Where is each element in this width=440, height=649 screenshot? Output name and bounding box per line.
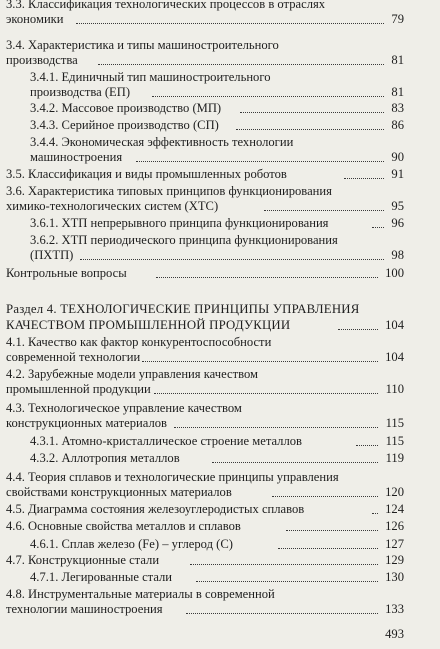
toc-entry [0,367,440,397]
toc-page-number: 129 [385,553,404,567]
toc-entry [0,184,440,214]
dot-leader [142,361,378,362]
toc-entry-title-cont: (ПХТП) [30,248,74,262]
toc-entry-title: 3.6.2. ХТП периодического принципа функционирования [30,233,338,247]
toc-page-number: 133 [385,602,404,616]
toc-entry [0,470,440,500]
toc-entry-title: 4.1. Качество как фактор конкурентоспособности [6,335,272,349]
toc-entry [0,434,440,449]
toc-entry-title: 4.2. Зарубежные модели управления качеством [6,367,258,381]
dot-leader [236,129,384,130]
dot-leader [156,277,378,278]
dot-leader [136,161,384,162]
toc-entry [0,537,440,552]
toc-entry [0,0,440,27]
toc-entry [0,216,440,231]
toc-page-number: 127 [385,537,404,551]
dot-leader [196,581,378,582]
toc-page-number: 100 [385,266,404,280]
toc-entry-title-cont: современной технологии [6,350,141,364]
toc-entry [0,553,440,568]
toc-entry [0,335,440,365]
toc-entry [0,70,440,100]
section-heading: Раздел 4. ТЕХНОЛОГИЧЕСКИЕ ПРИНЦИПЫ УПРАВЛЕНИЯ [6,302,360,316]
toc-entry-title: Контрольные вопросы [6,266,127,280]
toc-entry-title: 4.5. Диаграмма состояния железоуглеродистых сплавов [6,502,305,516]
dot-leader [356,445,378,446]
toc-entry-title-cont: свойствами конструкционных материалов [6,485,232,499]
toc-entry [0,587,440,617]
toc-entry-title: 4.4. Теория сплавов и технологические принципы управления [6,470,339,484]
dot-leader [154,393,378,394]
dot-leader [152,96,384,97]
dot-leader [190,564,378,565]
toc-entry-title: 4.8. Инструментальные материалы в современной [6,587,275,601]
toc-page-number: 126 [385,519,404,533]
toc-entry-title-cont: технологии машиностроения [6,602,163,616]
toc-page-number: 115 [385,434,404,448]
toc-entry-title: 3.5. Классификация и виды промышленных роботов [6,167,287,181]
toc-page-number: 81 [391,85,404,99]
toc-entry [0,167,440,182]
toc-entry-title-cont: производства (ЕП) [30,85,131,99]
toc-page-number: 115 [385,416,404,430]
toc-page-number: 130 [385,570,404,584]
toc-entry-title: 3.4.1. Единичный тип машиностроительного [30,70,271,84]
toc-entry-title-cont: конструкционных материалов [6,416,167,430]
toc-entry [0,118,440,133]
toc-entry-title: 4.7. Конструкционные стали [6,553,160,567]
toc-entry [0,101,440,116]
dot-leader [372,513,378,514]
toc-entry [0,401,440,431]
toc-entry [0,233,440,263]
toc-page-number: 120 [385,485,404,499]
toc-page-number: 104 [385,350,404,364]
dot-leader [372,227,384,228]
toc-entry [0,570,440,585]
dot-leader [344,178,384,179]
dot-leader [212,462,378,463]
toc-entry-title: 3.6. Характеристика типовых принципов функционирования [6,184,332,198]
toc-page-number: 98 [391,248,404,262]
toc-entry-title-cont: промышленной продукции [6,382,151,396]
dot-leader [76,23,384,24]
toc-entry-title: 3.4.3. Серийное производство (СП) [30,118,219,132]
toc-entry-title: 3.4.2. Массовое производство (МП) [30,101,222,115]
toc-page-number: 86 [391,118,404,132]
toc-page-number: 124 [385,502,404,516]
toc-entry-title: 4.3.1. Атомно-кристаллическое строение металлов [30,434,302,448]
toc-entry-title-cont: машиностроения [30,150,123,164]
toc-page-number: 90 [391,150,404,164]
dot-leader [264,210,384,211]
toc-entry [0,318,440,333]
dot-leader [240,112,384,113]
section-heading-cont: КАЧЕСТВОМ ПРОМЫШЛЕННОЙ ПРОДУКЦИИ [6,318,291,332]
toc-entry [0,38,440,68]
dot-leader [174,427,378,428]
dot-leader [80,259,384,260]
toc-entry [0,451,440,466]
toc-page-number: 96 [391,216,404,230]
toc-entry [0,135,440,165]
dot-leader [272,496,378,497]
dot-leader [338,329,378,330]
toc-entry-title-cont: производства [6,53,78,67]
toc-entry [0,502,440,517]
toc-page-number: 104 [385,318,404,332]
toc-entry-title: 4.6. Основные свойства металлов и сплавов [6,519,241,533]
toc-page-number: 91 [391,167,404,181]
toc-page-number: 81 [391,53,404,67]
toc-page-number: 79 [391,12,404,26]
dot-leader [286,530,378,531]
page-number: 493 [385,627,404,641]
toc-entry-title: 4.7.1. Легированные стали [30,570,173,584]
toc-page-number: 95 [391,199,404,213]
toc-entry-title: 3.4. Характеристика и типы машиностроительного [6,38,279,52]
toc-entry-title: 3.3. Классификация технологических процессов в отраслях [6,0,326,11]
toc-entry-title: 4.6.1. Сплав железо (Fe) – углерод (С) [30,537,233,551]
toc-entry-title: 4.3. Технологическое управление качеством [6,401,242,415]
toc-page-number: 110 [385,382,404,396]
toc-entry-title: 3.4.4. Экономическая эффективность технологии [30,135,294,149]
toc-page-number: 119 [385,451,404,465]
toc-entry-title: 3.6.1. ХТП непрерывного принципа функционирования [30,216,329,230]
toc-page-number: 83 [391,101,404,115]
dot-leader [278,548,378,549]
toc-entry-title: 4.3.2. Аллотропия металлов [30,451,180,465]
toc-entry [0,266,440,281]
toc-entry [0,519,440,534]
dot-leader [98,64,384,65]
dot-leader [186,613,378,614]
toc-entry-title-cont: экономики [6,12,64,26]
toc-entry-title-cont: химико-технологических систем (ХТС) [6,199,219,213]
